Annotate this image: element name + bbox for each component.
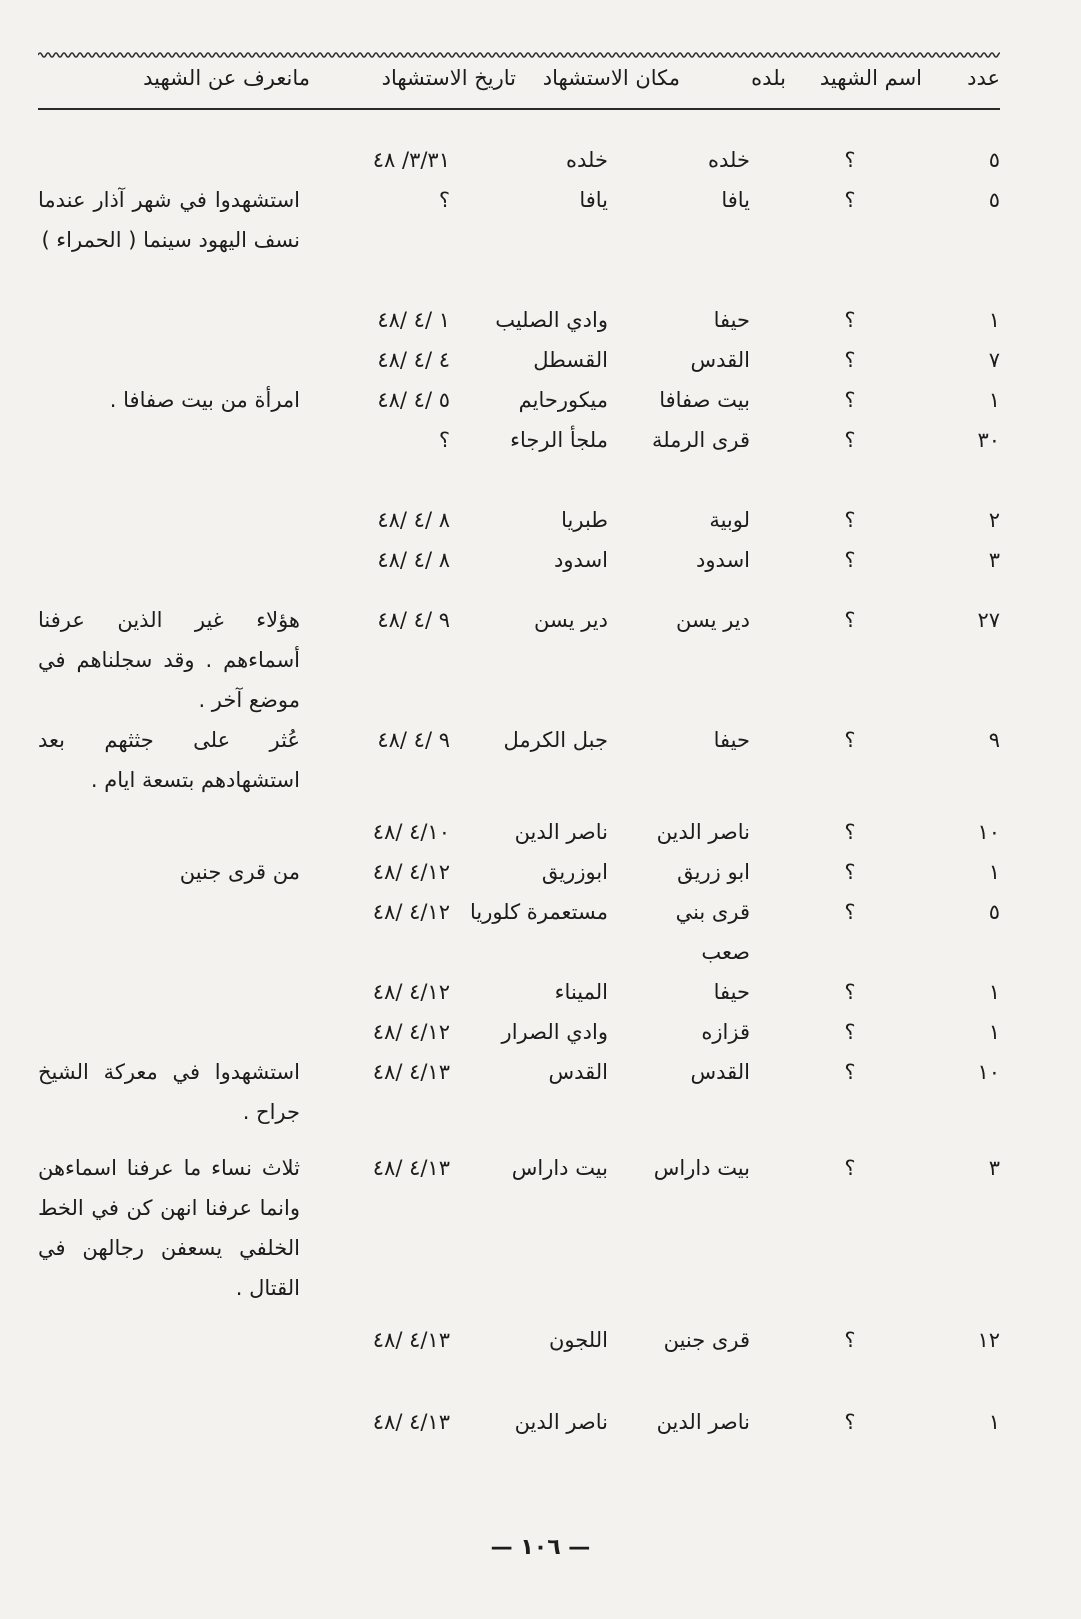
header-count: عدد xyxy=(967,66,1000,90)
cell-place: بيت داراس xyxy=(511,1156,608,1180)
cell-place: جبل الكرمل xyxy=(503,728,608,752)
cell-count: ٣ xyxy=(988,548,1000,572)
cell-place: اسدود xyxy=(554,548,608,572)
cell-count: ١ xyxy=(988,1410,1000,1434)
cell-date: ٤/١٢ /٤٨ xyxy=(372,1020,450,1044)
cell-place: ملجأ الرجاء xyxy=(510,428,608,452)
cell-date: ٤/١٣ /٤٨ xyxy=(372,1156,450,1180)
cell-place: يافا xyxy=(579,188,608,212)
cell-name: ؟ xyxy=(844,348,856,372)
cell-town: قرى بني صعب xyxy=(675,900,750,964)
cell-name: ؟ xyxy=(844,1410,856,1434)
cell-date: ٨ /٤ /٤٨ xyxy=(377,548,450,572)
cell-town: خلده xyxy=(708,148,750,172)
header-town: بلده xyxy=(751,66,786,90)
cell-town: قرى جنين xyxy=(663,1328,750,1352)
cell-place: طبريا xyxy=(561,508,608,532)
cell-name: ؟ xyxy=(844,900,856,924)
cell-town: قزازه xyxy=(701,1020,750,1044)
cell-town: قرى الرملة xyxy=(651,428,750,452)
cell-place: مستعمرة كلوريا xyxy=(469,900,608,924)
cell-name: ؟ xyxy=(844,188,856,212)
header-date: تاريخ الاستشهاد xyxy=(381,66,516,90)
cell-town: ناصر الدين xyxy=(656,1410,750,1434)
cell-date: ٣/٣١/ ٤٨ xyxy=(372,148,450,172)
cell-name: ؟ xyxy=(844,728,856,752)
cell-count: ١٠ xyxy=(977,820,1000,844)
cell-date: ٥ /٤ /٤٨ xyxy=(377,388,450,412)
cell-note: هؤلاء غير الذين عرفنا أسماءهم . وقد سجلناهم في موضع آخر . xyxy=(38,608,300,712)
cell-name: ؟ xyxy=(844,1020,856,1044)
cell-town: القدس xyxy=(690,348,750,372)
cell-date: ؟ xyxy=(438,428,450,452)
cell-date: ٤/١٢ /٤٨ xyxy=(372,980,450,1004)
cell-place: دير يسن xyxy=(533,608,608,632)
cell-town: دير يسن xyxy=(675,608,750,632)
cell-town: لوبية xyxy=(709,508,750,532)
cell-count: ١٠ xyxy=(977,1060,1000,1084)
cell-count: ٣ xyxy=(988,1156,1000,1180)
cell-count: ١ xyxy=(988,980,1000,1004)
cell-place: الميناء xyxy=(554,980,608,1004)
cell-date: ٤/١٣ /٤٨ xyxy=(372,1328,450,1352)
cell-note: عُثر على جثثهم بعد استشهادهم بتسعة ايام . xyxy=(38,728,300,792)
cell-name: ؟ xyxy=(844,508,856,532)
cell-place: ابوزريق xyxy=(541,860,608,884)
cell-name: ؟ xyxy=(844,980,856,1004)
cell-count: ١ xyxy=(988,1020,1000,1044)
cell-count: ٣٠ xyxy=(977,428,1000,452)
cell-note: من قرى جنين xyxy=(179,860,300,884)
cell-date: ٩ /٤ /٤٨ xyxy=(377,608,450,632)
cell-town: يافا xyxy=(721,188,750,212)
cell-town: بيت صفافا xyxy=(659,388,750,412)
cell-town: بيت داراس xyxy=(653,1156,750,1180)
cell-name: ؟ xyxy=(844,388,856,412)
cell-count: ٥ xyxy=(988,148,1000,172)
cell-date: ٤ /٤ /٤٨ xyxy=(377,348,450,372)
cell-count: ٩ xyxy=(988,728,1000,752)
cell-place: ناصر الدين xyxy=(514,820,608,844)
cell-note: استشهدوا في معركة الشيخ جراح . xyxy=(38,1060,300,1124)
cell-count: ٧ xyxy=(988,348,1000,372)
cell-count: ١ xyxy=(988,860,1000,884)
cell-date: ٤/١٣ /٤٨ xyxy=(372,1410,450,1434)
cell-count: ٥ xyxy=(988,188,1000,212)
cell-name: ؟ xyxy=(844,820,856,844)
cell-place: خلده xyxy=(566,148,608,172)
cell-name: ؟ xyxy=(844,308,856,332)
cell-date: ٨ /٤ /٤٨ xyxy=(377,508,450,532)
cell-note: استشهدوا في شهر آذار عندما نسف اليهود سينما ( الحمراء ) xyxy=(38,188,300,252)
header-notes: مانعرف عن الشهيد xyxy=(143,66,310,90)
cell-name: ؟ xyxy=(844,428,856,452)
cell-town: حيفا xyxy=(713,308,750,332)
cell-name: ؟ xyxy=(844,608,856,632)
cell-count: ١ xyxy=(988,388,1000,412)
cell-town: القدس xyxy=(690,1060,750,1084)
cell-date: ٤/١٢ /٤٨ xyxy=(372,860,450,884)
cell-name: ؟ xyxy=(844,1156,856,1180)
cell-place: القسطل xyxy=(533,348,608,372)
cell-town: حيفا xyxy=(713,980,750,1004)
cell-date: ١ /٤ /٤٨ xyxy=(377,308,450,332)
cell-town: ابو زريق xyxy=(677,860,750,884)
cell-place: وادي الصرار xyxy=(501,1020,608,1044)
page-number: — ١٠٦ — xyxy=(490,1535,591,1560)
cell-count: ٥ xyxy=(988,900,1000,924)
cell-name: ؟ xyxy=(844,148,856,172)
cell-note: ثلاث نساء ما عرفنا اسماءهن وانما عرفنا انهن كن في الخط الخلفي يسعفن رجالهن في القتال . xyxy=(38,1156,300,1300)
cell-name: ؟ xyxy=(844,860,856,884)
cell-name: ؟ xyxy=(844,1060,856,1084)
cell-place: القدس xyxy=(548,1060,608,1084)
header-place: مكان الاستشهاد xyxy=(542,66,680,90)
cell-date: ؟ xyxy=(438,188,450,212)
cell-date: ٩ /٤ /٤٨ xyxy=(377,728,450,752)
cell-town: ناصر الدين xyxy=(656,820,750,844)
cell-count: ٢٧ xyxy=(977,608,1000,632)
cell-count: ٢ xyxy=(988,508,1000,532)
cell-note: امرأة من بيت صفافا . xyxy=(109,388,300,412)
cell-town: حيفا xyxy=(713,728,750,752)
cell-town: اسدود xyxy=(696,548,750,572)
cell-date: ٤/١٢ /٤٨ xyxy=(372,900,450,924)
cell-place: ناصر الدين xyxy=(514,1410,608,1434)
cell-place: اللجون xyxy=(548,1328,608,1352)
cell-date: ٤/١٣ /٤٨ xyxy=(372,1060,450,1084)
header-name: اسم الشهيد xyxy=(819,66,922,90)
cell-name: ؟ xyxy=(844,1328,856,1352)
cell-count: ١٢ xyxy=(977,1328,1000,1352)
cell-name: ؟ xyxy=(844,548,856,572)
cell-place: ميكورحايم xyxy=(518,388,608,412)
cell-count: ١ xyxy=(988,308,1000,332)
cell-place: وادي الصليب xyxy=(495,308,608,332)
cell-date: ٤/١٠ /٤٨ xyxy=(372,820,450,844)
